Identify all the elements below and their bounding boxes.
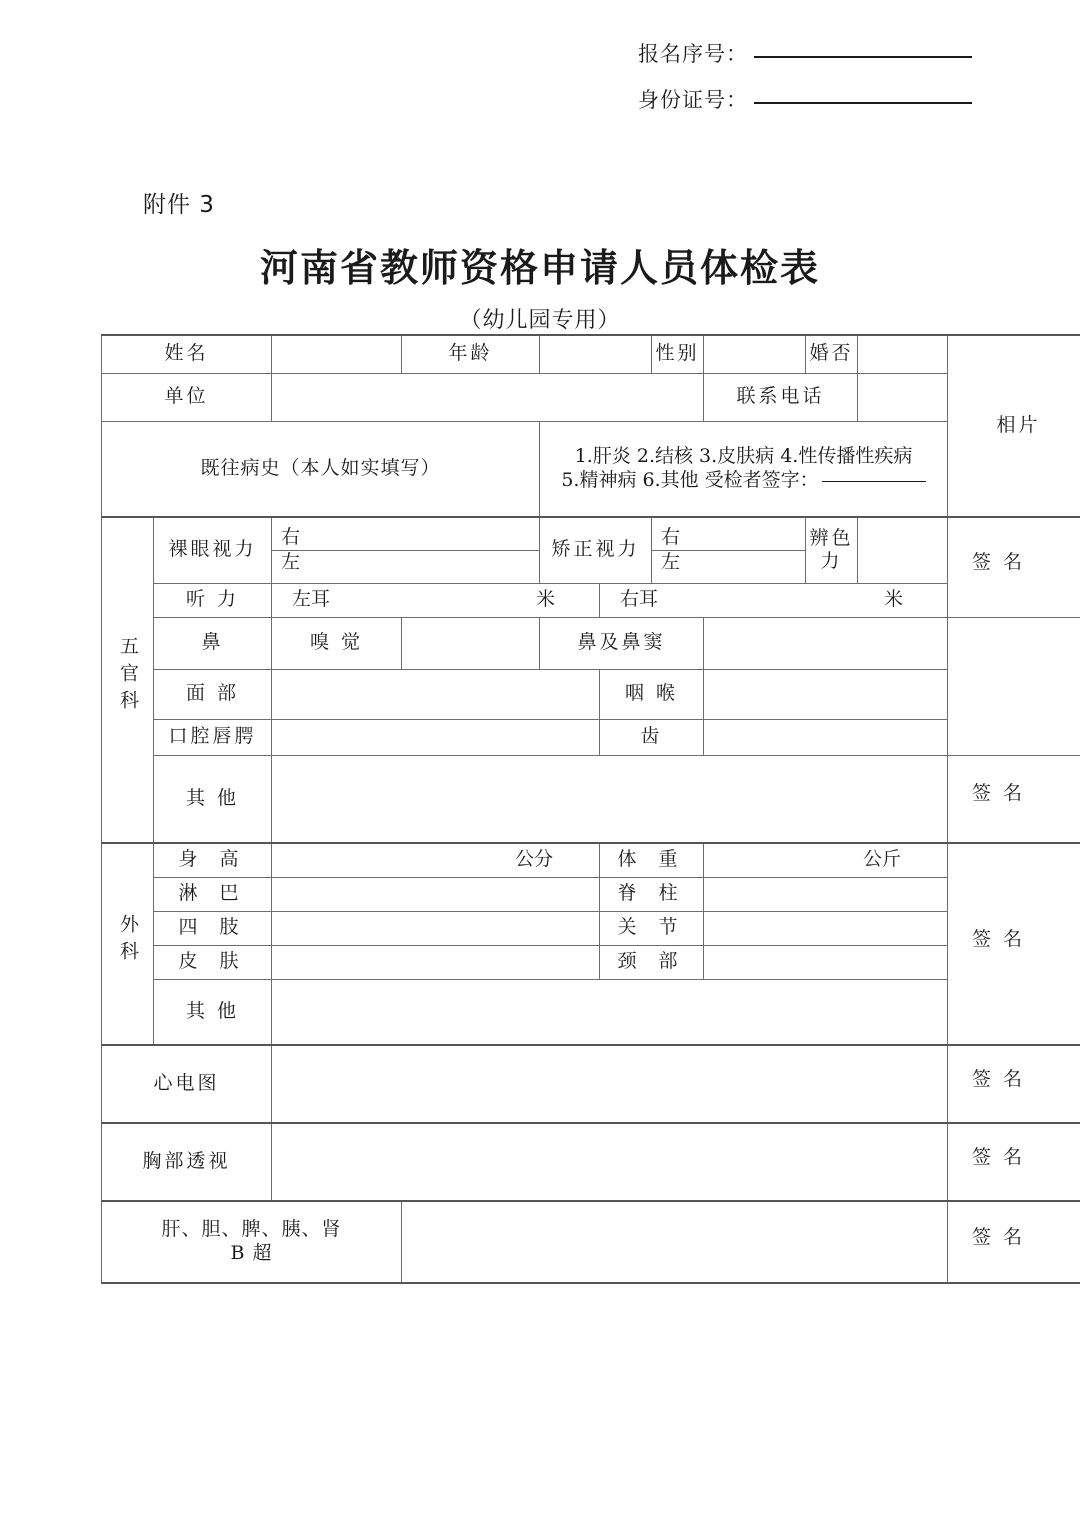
surgery-other-label: 其 他 <box>154 979 272 1045</box>
ecg-signature-cell[interactable] <box>948 1045 1080 1123</box>
naked-vision-right-label: 右 <box>281 526 301 548</box>
ent-signature-cell-2[interactable] <box>948 755 1080 843</box>
age-value[interactable] <box>540 335 652 373</box>
table-row-ent-other <box>102 755 1080 843</box>
id-no-label: 身份证号： <box>638 88 748 112</box>
history-line-1: 1.肝炎 2.结核 3.皮肤病 4.性传播性疾病 <box>574 445 913 467</box>
gender-label: 性别 <box>652 335 704 373</box>
photo-cell: 相片 <box>948 335 1080 517</box>
page-subtitle: （幼儿园专用） <box>459 308 621 333</box>
right-ear-label: 右耳 <box>620 588 659 611</box>
table-row-skin-neck <box>102 945 1080 979</box>
table-row-oral <box>102 719 1080 755</box>
weight-label: 体 重 <box>600 843 704 877</box>
height-unit: 公分 <box>515 848 554 871</box>
ecg-value[interactable] <box>272 1045 948 1123</box>
naked-vision-right[interactable] <box>272 526 539 551</box>
bscan-label-line-2: B 超 <box>230 1242 273 1264</box>
ecg-signature-text: 签 名 <box>972 1067 1026 1090</box>
ent-other-value[interactable] <box>272 755 948 843</box>
hearing-label: 听 力 <box>154 583 272 617</box>
corrected-vision-left[interactable] <box>652 551 805 575</box>
table-row-vision <box>102 517 1080 583</box>
table-row-history <box>102 421 1080 517</box>
id-no-input-line[interactable] <box>754 101 972 104</box>
bscan-label-line-1: 肝、胆、脾、胰、肾 <box>161 1218 342 1241</box>
surgery-section-label-text: 外科 <box>117 913 139 968</box>
table-row-limbs-joints <box>102 911 1080 945</box>
table-row-hearing <box>102 583 1080 617</box>
left-ear-unit: 米 <box>536 588 556 611</box>
name-value[interactable] <box>272 335 402 373</box>
unit-label: 单位 <box>102 373 272 421</box>
face-label: 面 部 <box>154 669 272 719</box>
nose-sinus-label: 鼻及鼻窦 <box>540 617 704 669</box>
left-ear-cell[interactable] <box>272 583 600 617</box>
joints-label: 关 节 <box>600 911 704 945</box>
throat-label: 咽 喉 <box>600 669 704 719</box>
ecg-label: 心电图 <box>102 1045 272 1123</box>
bscan-value[interactable] <box>402 1201 948 1283</box>
exam-form-grid <box>101 334 1080 1284</box>
age-label: 年龄 <box>402 335 540 373</box>
limbs-label: 四 肢 <box>154 911 272 945</box>
ent-section-label <box>102 517 154 843</box>
weight-value-cell[interactable] <box>704 843 948 877</box>
bscan-label <box>102 1201 402 1283</box>
bscan-signature-text: 签 名 <box>972 1225 1026 1248</box>
chest-signature-text: 签 名 <box>972 1145 1026 1168</box>
ent-signature-cell-1[interactable] <box>948 517 1080 617</box>
lymph-label: 淋 巴 <box>154 877 272 911</box>
lymph-value[interactable] <box>272 877 600 911</box>
corrected-vision-left-label: 左 <box>661 550 681 573</box>
ent-signature-2-text: 签 名 <box>972 782 1026 805</box>
ent-other-label: 其 他 <box>154 755 272 843</box>
joints-value[interactable] <box>704 911 948 945</box>
throat-value[interactable] <box>704 669 948 719</box>
nose-sinus-value[interactable] <box>704 617 948 669</box>
surgery-signature-cell[interactable] <box>948 843 1080 1045</box>
spine-label: 脊 柱 <box>600 877 704 911</box>
limbs-value[interactable] <box>272 911 600 945</box>
spine-value[interactable] <box>704 877 948 911</box>
history-label: 既往病史（本人如实填写） <box>102 421 540 517</box>
chest-signature-cell[interactable] <box>948 1123 1080 1201</box>
teeth-label: 齿 <box>600 719 704 755</box>
exam-form-grid-wrap <box>101 334 1041 1284</box>
bscan-signature-cell[interactable] <box>948 1201 1080 1283</box>
surgery-other-value[interactable] <box>272 979 948 1045</box>
gender-value[interactable] <box>704 335 806 373</box>
history-line-2 <box>540 469 947 493</box>
face-value[interactable] <box>272 669 600 719</box>
chest-value[interactable] <box>272 1123 948 1201</box>
table-row-surgery-other <box>102 979 1080 1045</box>
nose-label: 鼻 <box>154 617 272 669</box>
table-row-bscan <box>102 1201 1080 1283</box>
corrected-vision-right[interactable] <box>652 526 805 551</box>
left-ear-label: 左耳 <box>292 588 331 611</box>
naked-vision-label: 裸眼视力 <box>154 517 272 583</box>
surgery-signature-text: 签 名 <box>972 927 1026 950</box>
height-label: 身 高 <box>154 843 272 877</box>
table-row-ecg <box>102 1045 1080 1123</box>
right-ear-cell[interactable] <box>600 583 948 617</box>
neck-label: 颈 部 <box>600 945 704 979</box>
page-title: 河南省教师资格申请人员体检表 <box>259 245 820 290</box>
table-row-unit <box>102 373 1080 421</box>
marital-label: 婚否 <box>806 335 858 373</box>
table-row-face <box>102 669 1080 719</box>
naked-vision-left-label: 左 <box>281 550 301 573</box>
table-row-lymph-spine <box>102 877 1080 911</box>
neck-value[interactable] <box>704 945 948 979</box>
history-options <box>540 421 948 517</box>
ent-section-label-text: 五官科 <box>117 636 139 718</box>
ent-blank-right <box>948 617 1080 755</box>
weight-unit: 公斤 <box>863 848 902 871</box>
registration-no-row <box>0 38 1080 68</box>
naked-vision-left[interactable] <box>272 551 539 575</box>
attachment-label: 附件 3 <box>143 192 215 218</box>
name-label: 姓名 <box>102 335 272 373</box>
naked-vision-values <box>272 517 540 583</box>
id-no-row <box>0 84 1080 114</box>
ent-signature-1-text: 签 名 <box>972 550 1026 573</box>
right-ear-unit: 米 <box>884 588 904 611</box>
chest-label: 胸部透视 <box>102 1123 272 1201</box>
top-header <box>0 38 1080 130</box>
smell-value[interactable] <box>402 617 540 669</box>
height-value-cell[interactable] <box>272 843 600 877</box>
phone-label: 联系电话 <box>704 373 858 421</box>
table-row-identity <box>102 335 1080 373</box>
history-signature-line[interactable] <box>822 480 926 482</box>
corrected-vision-label: 矫正视力 <box>540 517 652 583</box>
oral-value[interactable] <box>272 719 600 755</box>
table-row-nose <box>102 617 1080 669</box>
registration-no-input-line[interactable] <box>754 55 972 58</box>
smell-label: 嗅 觉 <box>272 617 402 669</box>
registration-no-label: 报名序号： <box>638 42 748 66</box>
oral-label: 口腔唇腭 <box>154 719 272 755</box>
corrected-vision-values <box>652 517 806 583</box>
history-signature-label: 5.精神病 6.其他 受检者签字： <box>561 468 819 491</box>
teeth-value[interactable] <box>704 719 948 755</box>
marital-value[interactable] <box>858 335 948 373</box>
color-vision-value[interactable] <box>858 517 948 583</box>
surgery-section-label <box>102 843 154 1045</box>
corrected-vision-right-label: 右 <box>661 526 681 548</box>
phone-value[interactable] <box>858 373 948 421</box>
skin-label: 皮 肤 <box>154 945 272 979</box>
color-vision-label: 辨色力 <box>806 517 858 583</box>
unit-value[interactable] <box>272 373 704 421</box>
table-row-height-weight <box>102 843 1080 877</box>
table-row-chest <box>102 1123 1080 1201</box>
skin-value[interactable] <box>272 945 600 979</box>
